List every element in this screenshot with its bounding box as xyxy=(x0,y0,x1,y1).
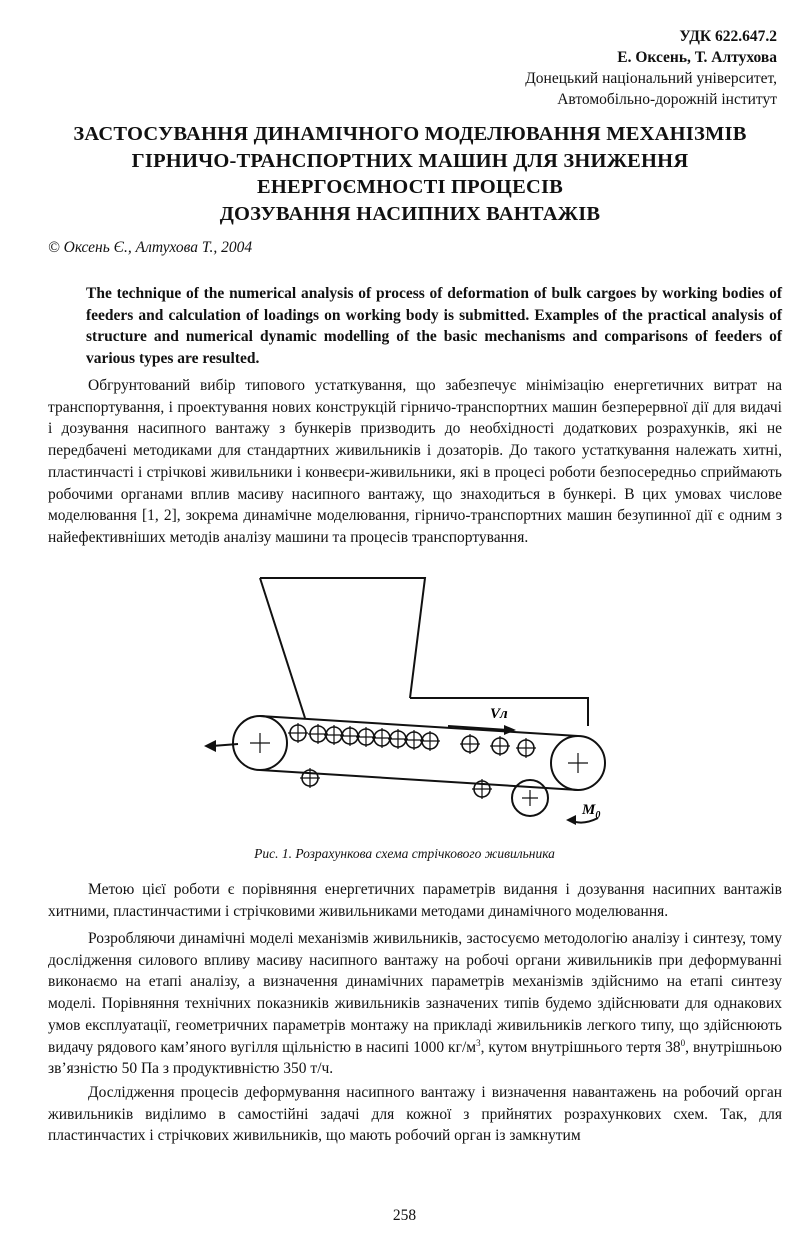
body-paragraph-2: Метою цієї роботи є порівняння енергетичних параметрів видання і дозування насипних вантажів хитними, пластинчастими і стрічковими живильниками методами динамічного моделювання. xyxy=(48,881,782,920)
superscript-degree: 0 xyxy=(680,1037,686,1048)
velocity-arrowhead xyxy=(504,725,516,735)
title-line: ЗАСТОСУВАННЯ ДИНАМІЧНОГО МОДЕЛЮВАННЯ МЕХАНІЗМІВ xyxy=(73,123,747,145)
paragraph-3-text-b: , кутом внутрішнього тертя 38 xyxy=(480,1038,681,1056)
hopper-left-wall xyxy=(260,578,305,718)
velocity-label: Vл xyxy=(490,706,508,722)
affiliation-line-1: Донецький національний університет, xyxy=(525,70,777,87)
title-line: ГІРНИЧО-ТРАНСПОРТНИХ МАШИН ДЛЯ ЗНИЖЕННЯ xyxy=(131,149,689,172)
paragraph-3-text-a: Розробляючи динамічні моделі механізмів живильників, застосуємо методологію аналізу і синтезу, тому дослідження силового впливу масиву насипного вантажу на робочі органи живильників при деформуванні виконаємо на етапі аналізу, а визначення динамічних параметрів механізмів здійснимо на етапі синтезу моделі. Порівняння технічних показників живильників зазначених типів будемо здійснювати для однакових умов експлуатації, геометричних параметрів монтажу на прикладі живильників легкого типу, що здійснюють видачу рядового кам’яного вугілля щільністю в насипі 1000 кг/м xyxy=(48,930,782,1056)
copyright-line: © Оксень Є., Алтухова Т., 2004 xyxy=(48,239,253,256)
title-line: ЕНЕРГОЄМНОСТІ ПРОЦЕСІВ xyxy=(256,176,564,198)
figure-caption: Рис. 1. Розрахункова схема стрічкового живильника xyxy=(254,846,555,861)
article-title xyxy=(40,121,780,227)
feed-arrowhead xyxy=(204,740,216,752)
affiliation-line-2: Автомобільно-дорожній інститут xyxy=(557,91,777,108)
body-paragraph-1: Обгрунтований вибір типового устаткування, що забезпечує мінімізацію енергетичних витрат на транспортування, і проектування нових конструкцій гірничо-транспортних машин безперервної дії для видачі і дозування насипного вантажу з бункерів призводить до необхідності додаткових розрахунків, які не передбачені методиками для стандартних живильників і дозаторів. До такого устаткування належать хитні, пластинчасті і стрічкові живильники і конвеєри-живильники, які в процесі роботи безпосередньо сприймають робочими органами вплив масиву насипного вантажу, що знаходиться в бункері. В цих умовах числове моделювання [1, 2], зокрема динамічне моделювання, гірничо-транспортних машин безупинної дії є одним з найефективніших методів аналізу машини та процесів транспортування. xyxy=(48,377,782,546)
feeder-diagram xyxy=(200,568,620,838)
body-paragraph-4: Дослідження процесів деформування насипного вантажу і визначення навантажень на робочий орган живильників виділимо в самостійні задачі для кожної з прийнятих розрахункових схем. Так, для пластинчастих і стрічкових живильників, що мають робочий орган із замкнутим xyxy=(48,1084,782,1145)
upper-roller-axes xyxy=(288,723,536,758)
authors: Е. Оксень, Т. Алтухова xyxy=(617,49,777,66)
body-paragraph-3 xyxy=(48,928,782,1080)
superscript-cubic: 3 xyxy=(476,1037,481,1048)
paragraph-3-text-c: , внутрішньою зв’язністю 50 Па з продуктивністю 350 т/ч. xyxy=(48,1038,783,1078)
hopper-outline xyxy=(260,578,425,698)
page-number: 258 xyxy=(392,1207,417,1224)
article-header xyxy=(525,26,777,110)
title-line: ДОЗУВАННЯ НАСИПНИХ ВАНТАЖІВ xyxy=(219,202,601,225)
moment-label: $M_0$ xyxy=(582,802,601,821)
moment-arrowhead xyxy=(566,815,576,825)
abstract: The technique of the numerical analysis of process of deformation of bulk cargoes by working bodies of feeders and calculation of loadings on working body is submitted. Examples of the practical analysis of structure and numerical dynamic modelling of the basic mechanisms and comparisons of feeders of various types are resulted. xyxy=(86,285,782,367)
udc-code: УДК 622.647.2 xyxy=(679,28,777,45)
